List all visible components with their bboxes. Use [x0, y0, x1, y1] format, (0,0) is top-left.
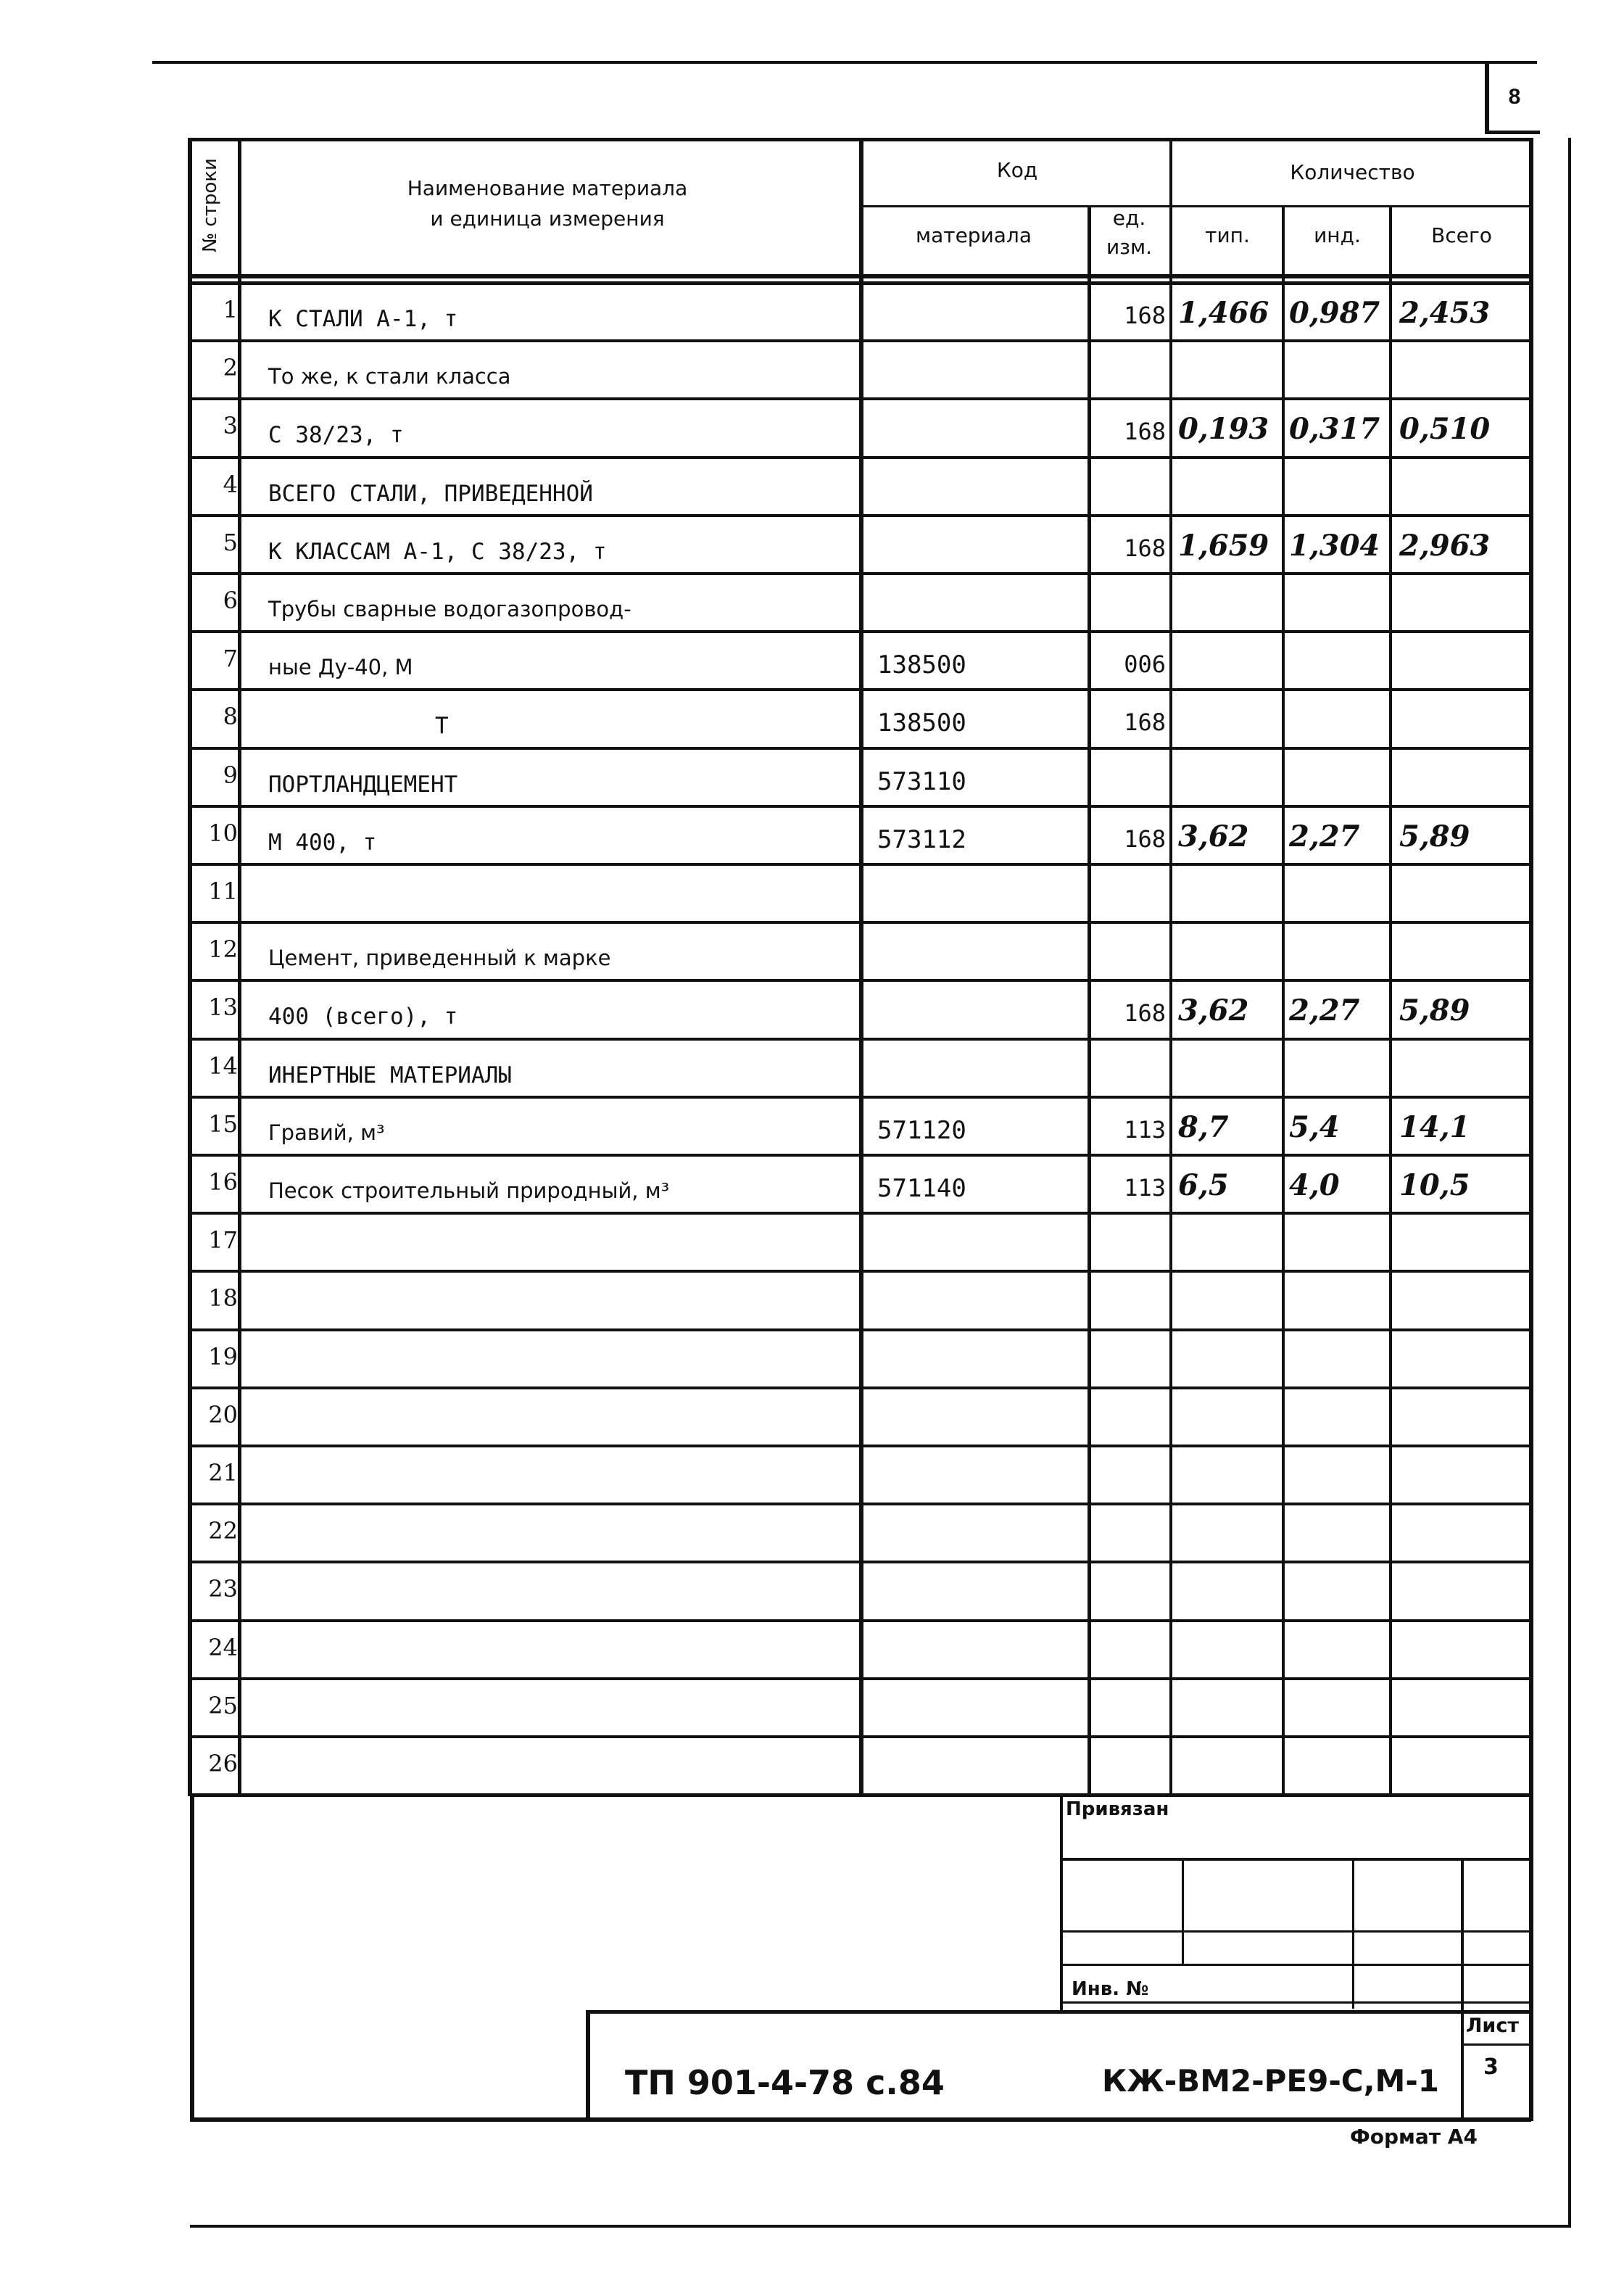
row-number: 5 [223, 529, 238, 556]
header-material-code: материала [915, 223, 1032, 247]
row-number: 25 [208, 1692, 238, 1719]
qty-typical: 1,659 [1178, 529, 1269, 563]
qty-individual: 5,4 [1289, 1110, 1340, 1144]
stamp-bottom-line [190, 2117, 1531, 2122]
stamp-right-line [1529, 1793, 1533, 2121]
qty-typical: 1,466 [1178, 296, 1269, 330]
qty-total: 2,453 [1399, 296, 1491, 330]
column-line [1529, 138, 1533, 1796]
main-stamp-top [586, 2010, 1531, 2014]
qty-typical: 3,62 [1178, 993, 1249, 1028]
material-name: ИНЕРТНЫЕ МАТЕРИАЛЫ [268, 1062, 512, 1088]
material-name: К СТАЛИ А-1, т [268, 306, 458, 332]
unit-code: 168 [1124, 999, 1166, 1027]
header-typ: тип. [1205, 223, 1250, 247]
qty-total: 10,5 [1399, 1168, 1470, 1202]
stamp-left-line [190, 1793, 194, 2121]
material-name: Гравий, м³ [268, 1120, 385, 1145]
row-number: 17 [208, 1226, 238, 1254]
right-border-line [1568, 138, 1571, 2226]
unit-code: 113 [1124, 1174, 1166, 1202]
stamp-grid-vline [1182, 1858, 1184, 1964]
row-number: 26 [208, 1750, 238, 1777]
bottom-border-line [190, 2225, 1571, 2228]
material-name: ПОРТЛАНДЦЕМЕНТ [268, 772, 458, 798]
qty-typical: 3,62 [1178, 819, 1249, 854]
header-row-number: № строки [199, 157, 222, 252]
header-total: Всего [1431, 223, 1492, 247]
top-border-line [152, 61, 1537, 64]
column-line [1169, 138, 1172, 1796]
unit-code: 113 [1124, 1116, 1166, 1144]
material-code: 573110 [877, 767, 966, 796]
material-name: Т [435, 713, 449, 739]
sheet-number: 8 [1485, 64, 1540, 134]
unit-code: 168 [1124, 418, 1166, 445]
main-stamp-left [586, 2010, 590, 2119]
qty-individual: 2,27 [1289, 993, 1360, 1028]
column-line [1389, 205, 1392, 1796]
project-code: ТП 901-4-78 с.84 [625, 2063, 945, 2102]
header-unit-2: изм. [1106, 235, 1153, 259]
row-number: 4 [223, 471, 238, 498]
material-name: 400 (всего), т [268, 1004, 458, 1030]
material-name: Трубы сварные водогазопровод- [268, 597, 631, 621]
row-number: 7 [223, 645, 238, 672]
qty-total: 5,89 [1399, 819, 1470, 854]
unit-code: 168 [1124, 534, 1166, 562]
qty-typical: 6,5 [1178, 1168, 1229, 1202]
row-number: 1 [223, 296, 238, 323]
row-number: 22 [208, 1517, 238, 1545]
qty-total: 5,89 [1399, 993, 1470, 1028]
sheet-value: 3 [1483, 2054, 1499, 2080]
material-name: ные Ду-40, М [268, 655, 413, 679]
row-number: 18 [208, 1284, 238, 1312]
material-name: То же, к стали класса [268, 364, 511, 389]
sheet-label: Лист [1466, 2014, 1519, 2037]
row-number: 13 [208, 993, 238, 1021]
row-number: 3 [223, 412, 238, 439]
header-qty-group: Количество [1290, 160, 1415, 184]
header-code-group: Код [996, 158, 1038, 182]
material-code: 138500 [877, 708, 966, 737]
row-number: 2 [223, 354, 238, 381]
unit-code: 168 [1124, 708, 1166, 736]
qty-individual: 4,0 [1289, 1168, 1340, 1202]
column-line [1282, 205, 1285, 1796]
row-number: 11 [208, 877, 238, 905]
header-ind: инд. [1314, 223, 1361, 247]
row-number: 14 [208, 1052, 238, 1080]
qty-individual: 1,304 [1289, 529, 1380, 563]
unit-code: 006 [1124, 650, 1166, 678]
row-number: 12 [208, 935, 238, 963]
row-number: 16 [208, 1168, 238, 1196]
column-line [188, 138, 192, 1796]
material-name: С 38/23, т [268, 422, 404, 448]
stamp-grid-vline [1352, 1858, 1354, 2009]
format-label: Формат А4 [1350, 2125, 1478, 2149]
column-line [238, 138, 241, 1796]
header-name-1: Наименование материала [407, 176, 688, 200]
row-number: 20 [208, 1401, 238, 1429]
row-number: 24 [208, 1634, 238, 1661]
document-code: КЖ-ВМ2-РЕ9-С,М-1 [1102, 2063, 1439, 2099]
linked-label: Привязан [1066, 1798, 1169, 1820]
material-name: Песок строительный природный, м³ [268, 1178, 670, 1203]
inv-number-label: Инв. № [1072, 1978, 1149, 2000]
qty-individual: 0,317 [1289, 412, 1380, 446]
header-unit-1: ед. [1112, 206, 1146, 230]
column-line [859, 138, 863, 1796]
unit-code: 168 [1124, 302, 1166, 329]
row-number: 9 [223, 761, 238, 789]
qty-individual: 0,987 [1289, 296, 1380, 330]
material-code: 571140 [877, 1174, 966, 1203]
stamp-grid-vline [1461, 1858, 1464, 2117]
qty-individual: 2,27 [1289, 819, 1360, 854]
material-code: 571120 [877, 1116, 966, 1145]
row-number: 6 [223, 587, 238, 614]
material-name: Цемент, приведенный к марке [268, 946, 611, 970]
header-name-2: и единица измерения [430, 207, 665, 231]
sheet-label-line [1461, 2043, 1531, 2046]
row-number: 8 [223, 703, 238, 730]
row-number: 23 [208, 1575, 238, 1603]
qty-total: 0,510 [1399, 412, 1491, 446]
material-code: 573112 [877, 825, 966, 854]
unit-code: 168 [1124, 825, 1166, 853]
material-name: ВСЕГО СТАЛИ, ПРИВЕДЕННОЙ [268, 481, 593, 507]
column-line [1088, 205, 1091, 1796]
row-number: 10 [208, 819, 238, 847]
material-name: М 400, т [268, 830, 377, 856]
material-name: К КЛАССАМ А-1, С 38/23, т [268, 539, 607, 565]
row-number: 15 [208, 1110, 238, 1138]
qty-total: 14,1 [1399, 1110, 1470, 1144]
qty-total: 2,963 [1399, 529, 1491, 563]
stamp-linked-left [1060, 1793, 1063, 2010]
qty-typical: 0,193 [1178, 412, 1269, 446]
material-code: 138500 [877, 650, 966, 679]
header-mid-line [861, 205, 1531, 207]
row-number: 19 [208, 1343, 238, 1371]
qty-typical: 8,7 [1178, 1110, 1229, 1144]
row-number: 21 [208, 1459, 238, 1487]
